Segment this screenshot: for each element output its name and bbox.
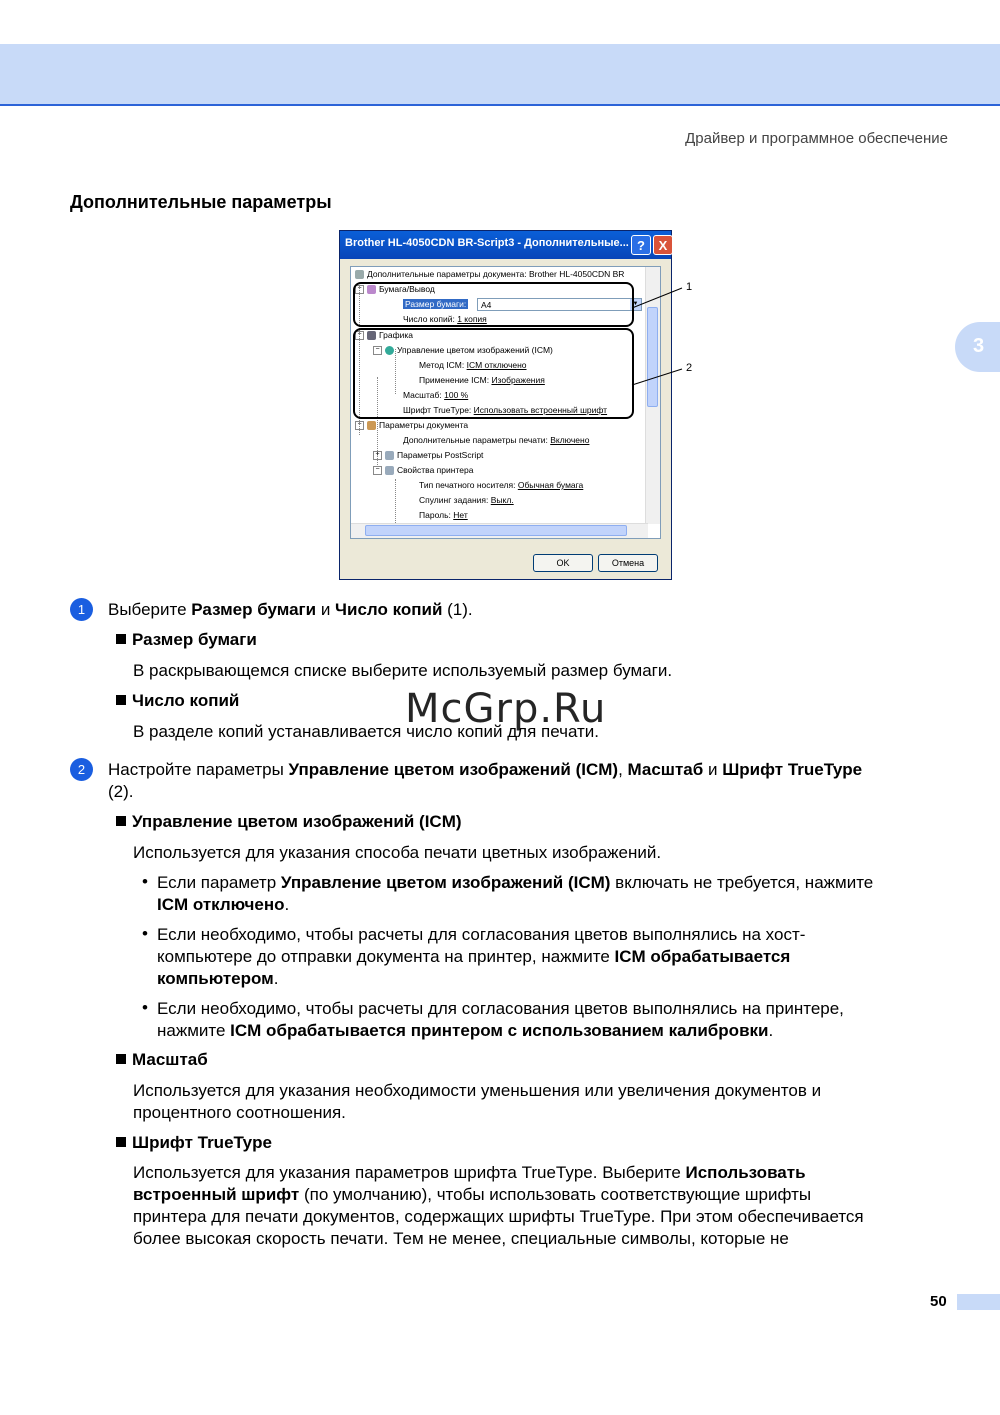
truetype-line-2: встроенный шрифт (по умолчанию), чтобы использовать соответствующие шрифты <box>133 1185 812 1204</box>
bullet-2-line-3: компьютером. <box>157 969 279 988</box>
tree-paper-size[interactable]: Размер бумаги: <box>405 299 467 309</box>
scale-text-2: процентного соотношения. <box>133 1103 346 1122</box>
icm-heading: Управление цветом изображений (ICM) <box>116 811 462 833</box>
collapse-icon[interactable]: − <box>373 466 382 475</box>
tree-adv-print[interactable]: Дополнительные параметры печати: Включено <box>403 435 590 445</box>
bullet-2-line-2: компьютере до отправки документа на принтер, нажмите ICM обрабатывается <box>157 947 791 966</box>
tree-media-type[interactable]: Тип печатного носителя: Обычная бумага <box>419 480 584 490</box>
scale-text-1: Используется для указания необходимости уменьшения или увеличения документов и <box>133 1081 822 1100</box>
tree-paper-group[interactable]: − Бумага/Вывод <box>355 284 435 295</box>
leader-2 <box>632 369 682 385</box>
truetype-heading: Шрифт TrueType <box>116 1132 272 1154</box>
copies-text: В разделе копий устанавливается число копий для печати. <box>133 722 600 741</box>
tree-spooling[interactable]: Спулинг задания: Выкл. <box>419 495 514 505</box>
square-bullet-icon <box>116 816 126 826</box>
tree-printer-props-group[interactable]: − Свойства принтера <box>373 465 473 476</box>
printer-icon <box>385 451 394 460</box>
tree-document-group[interactable]: − Параметры документа <box>355 420 468 431</box>
tree-icm-group[interactable]: − Управление цветом изображений (ICM) <box>373 345 553 356</box>
step-2-badge: 2 <box>70 758 93 781</box>
tree-postscript-group[interactable]: + Параметры PostScript <box>373 450 483 461</box>
tree-password[interactable]: Пароль: Нет <box>419 510 468 520</box>
close-button[interactable]: X <box>653 235 673 255</box>
bullet-3-line-2: нажмите ICM обрабатывается принтером с использованием калибровки. <box>157 1021 774 1040</box>
bullet-2-line-1: Если необходимо, чтобы расчеты для согласования цветов выполнялись на хост- <box>157 925 806 944</box>
dialog-title: Brother HL-4050CDN BR-Script3 - Дополнительные... <box>345 237 629 249</box>
square-bullet-icon <box>116 634 126 644</box>
page-number: 50 <box>930 1293 947 1310</box>
truetype-line-4: более высокая скорость печати. Тем не менее, специальные символы, которые не <box>133 1229 789 1248</box>
tree-graphics-group[interactable]: − Графика <box>355 330 413 341</box>
footer-band <box>957 1294 1000 1310</box>
tree-icm-method[interactable]: Метод ICM: ICM отключено <box>419 360 527 370</box>
callout-box-1 <box>353 282 634 327</box>
square-bullet-icon <box>116 695 126 705</box>
paper-size-heading: Размер бумаги <box>116 629 257 651</box>
collapse-icon[interactable]: − <box>373 346 382 355</box>
step-2-text: Настройте параметры Управление цветом изображений (ICM), Масштаб и Шрифт TrueType <box>108 760 863 779</box>
options-tree[interactable] <box>350 266 661 539</box>
section-title: Дополнительные параметры <box>70 192 332 212</box>
bullet-1-line-2: ICM отключено. <box>157 895 290 914</box>
expand-icon[interactable]: + <box>373 451 382 460</box>
callout-label-1: 1 <box>686 281 693 293</box>
bullet: • <box>142 872 148 891</box>
tree-truetype[interactable]: Шрифт TrueType: Использовать встроенный шрифт <box>403 405 608 415</box>
step-1-text: Выберите Размер бумаги и Число копий (1). <box>108 600 473 619</box>
chapter-number: 3 <box>973 335 985 357</box>
collapse-icon[interactable]: − <box>355 331 364 340</box>
tree-copies[interactable]: Число копий: 1 копия <box>403 314 487 324</box>
document-icon <box>355 270 364 279</box>
header-band <box>0 44 1000 106</box>
step-1-badge: 1 <box>70 598 93 621</box>
bullet-3-line-1: Если необходимо, чтобы расчеты для согласования цветов выполнялись на принтере, <box>157 999 844 1018</box>
paper-size-select[interactable]: A4 ▼ <box>477 298 642 311</box>
tree-guide <box>395 479 396 529</box>
printer-icon <box>385 466 394 475</box>
callout-label-2: 2 <box>686 362 693 374</box>
leader-1 <box>632 288 682 308</box>
collapse-icon[interactable]: − <box>355 285 364 294</box>
paper-size-text: В раскрывающемся списке выберите используемый размер бумаги. <box>133 661 673 680</box>
chapter-tab <box>955 322 1000 372</box>
bullet: • <box>142 998 148 1017</box>
help-button[interactable]: ? <box>631 235 651 255</box>
bullet: • <box>142 924 148 943</box>
settings-icon <box>367 421 376 430</box>
truetype-line-3: принтера для печати документов, содержащих шрифты TrueType. При этом обеспечивается <box>133 1207 864 1226</box>
scale-heading: Масштаб <box>116 1049 208 1071</box>
dialog-titlebar <box>340 231 671 259</box>
running-title: Драйвер и программное обеспечение <box>685 130 948 147</box>
tree-scale[interactable]: Масштаб: 100 % <box>403 390 469 400</box>
square-bullet-icon <box>116 1137 126 1147</box>
ok-button[interactable]: OK <box>533 554 593 572</box>
step-2-ref: (2). <box>108 782 134 801</box>
truetype-line-1: Используется для указания параметров шрифта TrueType. Выберите Использовать <box>133 1163 806 1182</box>
collapse-icon[interactable]: − <box>355 421 364 430</box>
callout-box-2 <box>353 328 634 419</box>
horizontal-scrollbar[interactable] <box>351 523 648 538</box>
copies-heading: Число копий <box>116 690 239 712</box>
cancel-button[interactable]: Отмена <box>598 554 658 572</box>
scroll-thumb[interactable] <box>365 525 627 536</box>
tree-icm-intent[interactable]: Применение ICM: Изображения <box>419 375 545 385</box>
watermark: McGrp.Ru <box>405 686 607 732</box>
bullet-1-line-1: Если параметр Управление цветом изображений (ICM) включать не требуется, нажмите <box>157 873 874 892</box>
tree-root[interactable]: Дополнительные параметры документа: Brother HL-4050CDN BR <box>355 269 624 280</box>
chevron-down-icon[interactable]: ▼ <box>630 299 641 310</box>
icm-text: Используется для указания способа печати цветных изображений. <box>133 843 662 862</box>
square-bullet-icon <box>116 1054 126 1064</box>
